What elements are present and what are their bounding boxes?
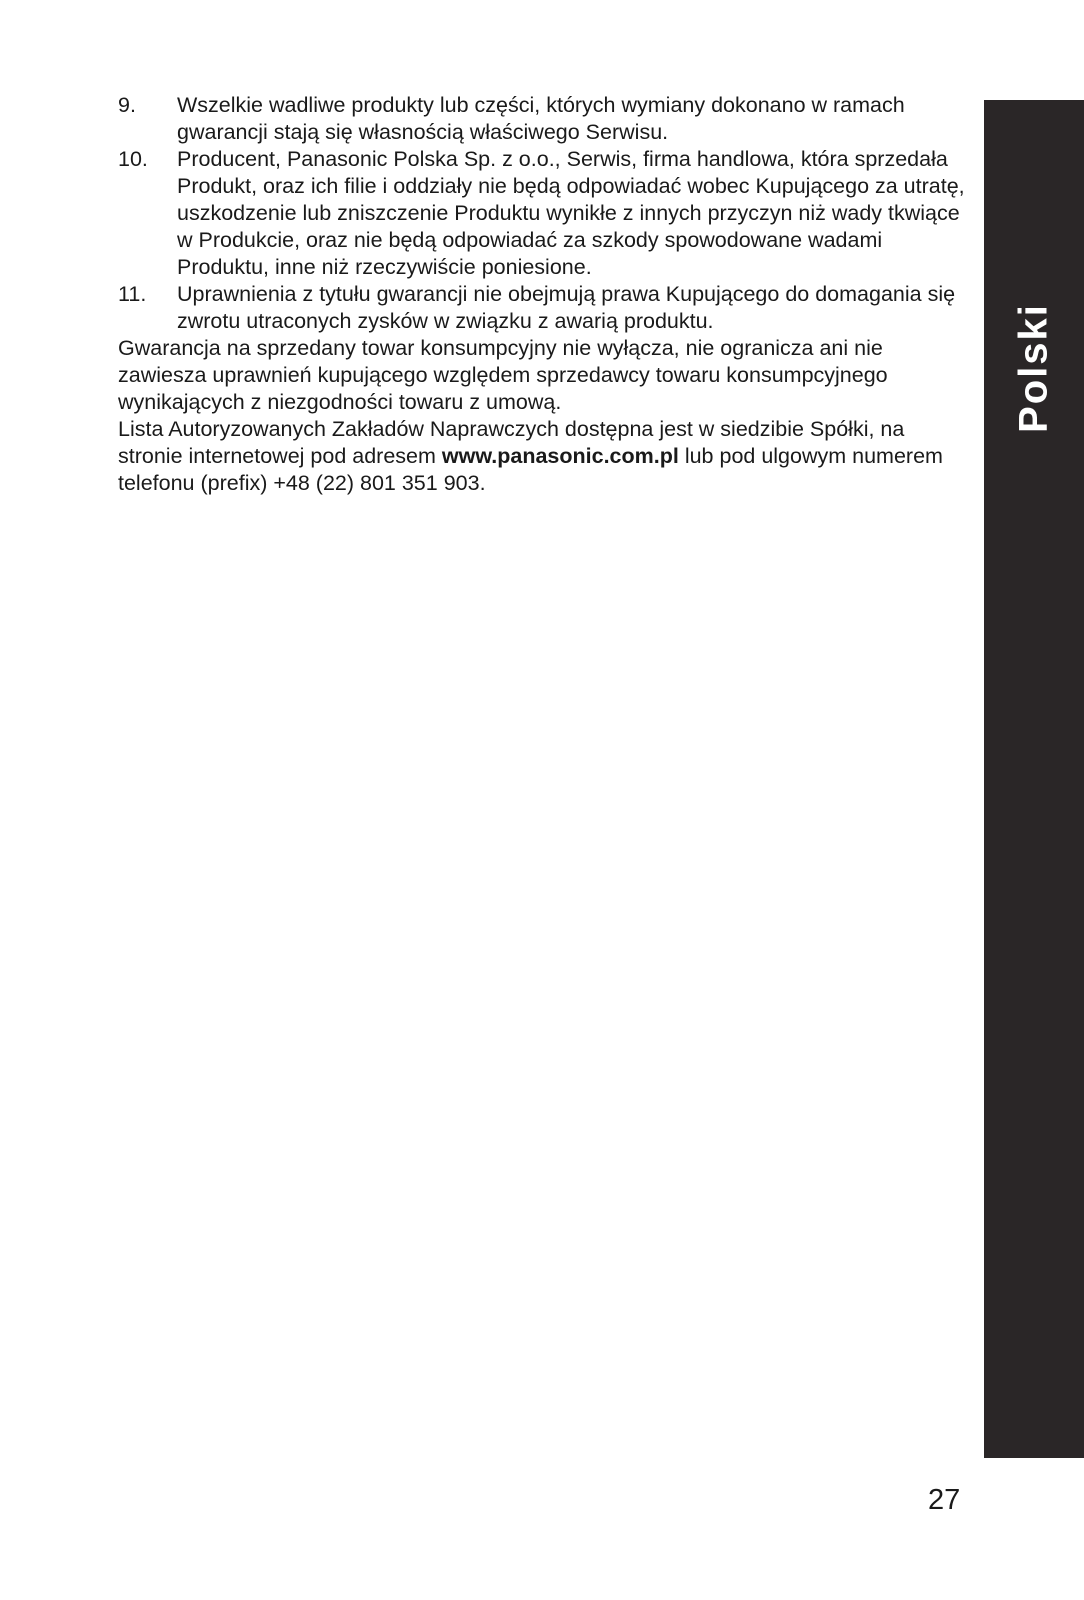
service-text-after: lub pod ulgowym numerem telefonu (prefix) +48 (22) 801 351 903. [118,444,943,495]
list-text: Uprawnienia z tytułu gwarancji nie obejmują prawa Kupującego do domagania się zwrotu utraconych zysków w związku z awarią produktu. [177,282,956,333]
language-tab [984,100,1084,1458]
list-item [118,146,970,281]
list-number: 10. [118,147,148,171]
list-text: Wszelkie wadliwe produkty lub części, których wymiany dokonano w ramach gwarancji stają się własnością właściwego Serwisu. [177,93,905,144]
service-list-paragraph [118,416,970,497]
list-text: Producent, Panasonic Polska Sp. z o.o., Serwis, firma handlowa, która sprzedała Produkt, oraz ich filie i oddziały nie będą odpowiadać wobec Kupującego za utratę, uszkodzenie lub zniszczenie Produktu wynikłe z innych przyczyn niż wady tkwiące w Produkcie, oraz nie będą odpowiadać za szkody spowodowane wadami Produktu, inne niż rzeczywiście poniesione. [177,147,965,279]
list-number: 9. [118,93,136,117]
list-number: 11. [118,282,147,306]
list-item [118,281,970,335]
language-tab-label: Polski [1011,303,1056,433]
page-number: 27 [928,1484,961,1516]
list-item [118,92,970,146]
warranty-paragraph: Gwarancja na sprzedany towar konsumpcyjny nie wyłącza, nie ogranicza ani nie zawiesza uprawnień kupującego względem sprzedawcy towaru konsumpcyjnego wynikających z niezgodności towaru z umową. [118,336,888,414]
page-content [118,92,970,497]
service-text-before: Lista Autoryzowanych Zakładów Naprawczych dostępna jest w siedzibie Spółki, na stronie internetowej pod adresem [118,417,905,468]
website-link[interactable]: www.panasonic.com.pl [441,444,679,468]
